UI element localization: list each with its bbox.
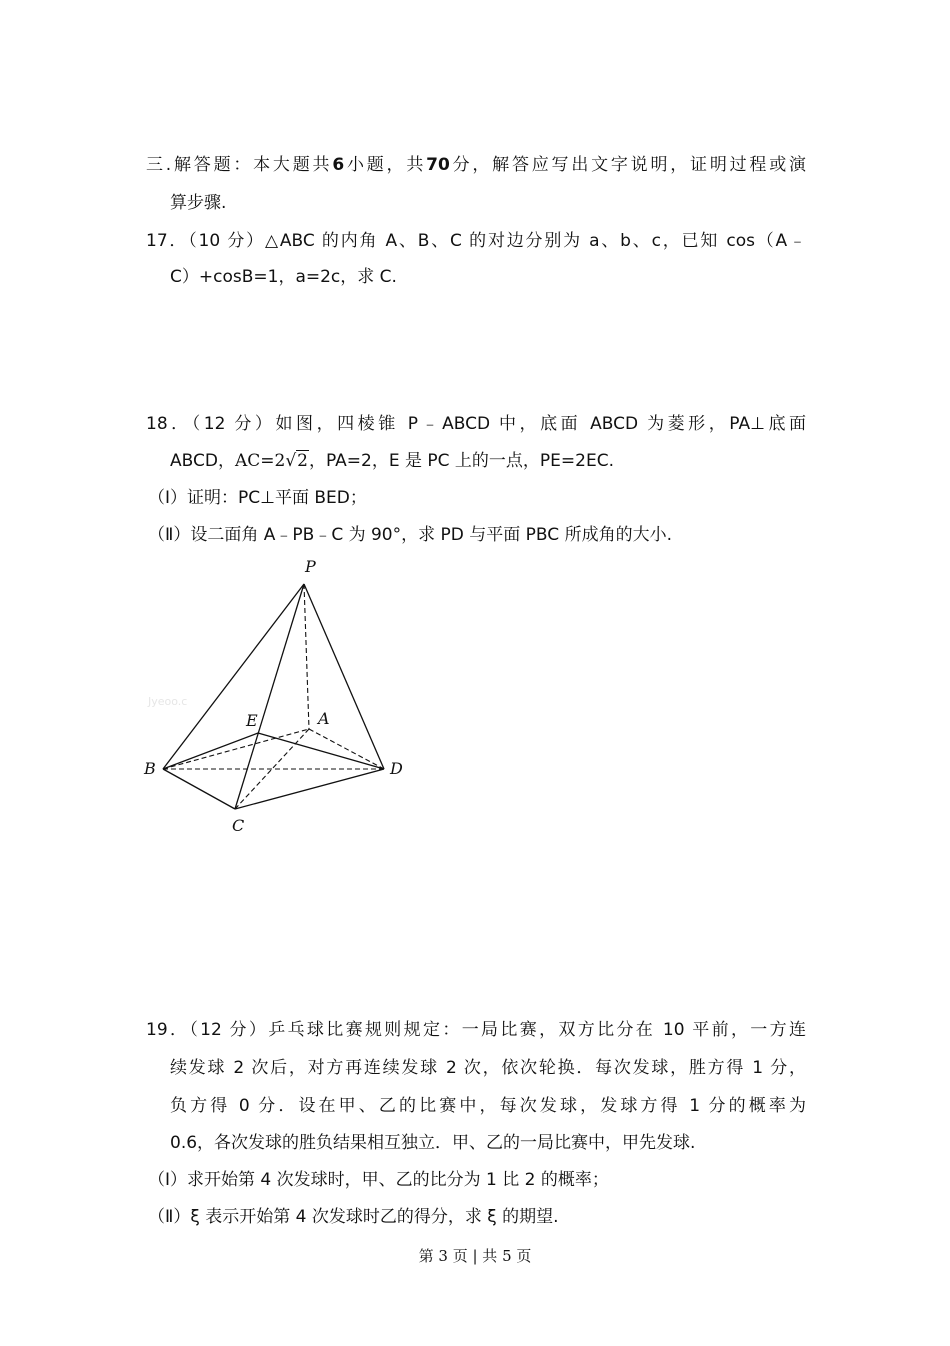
q18-line1: 18．（12 分）如图，四棱锥 P﹣ABCD 中，底面 ABCD 为菱形，PA⊥底面 [146,414,806,434]
edge-pc [235,584,304,809]
label-e: E [246,711,258,730]
edge-ad [309,729,384,769]
q17-line2: C）+cosB=1，a=2c，求 C. [170,267,397,287]
label-a: A [318,709,330,728]
q17-line1: 17．（10 分）△ABC 的内角 A、B、C 的对边分别为 a、b、c，已知 cos（A﹣ [146,231,806,251]
heading-suffix: 分，解答应写出文字说明，证明过程或演 [449,155,807,175]
question-count: 6 [332,155,345,175]
q18-line2 [170,450,614,472]
label-p: P [305,557,316,576]
q19-line1: 19．（12 分）乒乓球比赛规则规定：一局比赛，双方比分在 10 平前，一方连 [146,1020,806,1040]
q19-line4: 0.6，各次发球的胜负结果相互独立．甲、乙的一局比赛中，甲先发球. [170,1133,696,1153]
edge-bc [163,769,235,809]
label-b: B [144,759,156,778]
edge-pa [304,584,309,729]
ac-formula-radicand: 2 [297,451,308,471]
q19-part1: （Ⅰ）求开始第 4 次发球时，甲、乙的比分为 1 比 2 的概率； [148,1170,609,1190]
ac-formula-text: AC=2 [234,451,286,471]
q19-line3: 负方得 0 分．设在甲、乙的比赛中，每次发球，发球方得 1 分的概率为 [170,1096,806,1116]
edge-pb [163,584,304,769]
edge-pd [304,584,384,769]
q18-part2: （Ⅱ）设二面角 A﹣PB﹣C 为 90°，求 PD 与平面 PBC 所成角的大小. [148,525,672,545]
sqrt-icon: √ [285,451,297,471]
q18-line2-end: ，PA=2，E 是 PC 上的一点，PE=2EC. [309,451,614,471]
section-heading-line2: 算步骤. [170,193,227,213]
edge-cd [235,769,384,809]
heading-mid: 小题，共 [344,155,427,175]
label-d: D [390,759,403,778]
ac-formula [235,450,309,471]
total-points: 70 [426,155,450,175]
q18-line2-start: ABCD， [170,451,235,471]
label-c: C [232,816,245,835]
q18-part1: （Ⅰ）证明：PC⊥平面 BED； [148,488,367,508]
q19-line2: 续发球 2 次后，对方再连续发球 2 次，依次轮换．每次发球，胜方得 1 分， [170,1058,806,1078]
edge-ed [258,733,384,769]
page-footer: 第 3 页 | 共 5 页 [418,1247,532,1265]
watermark: Jyeoo.c [148,695,188,708]
section-heading [146,154,806,176]
q19-part2: （Ⅱ）ξ 表示开始第 4 次发球时乙的得分，求 ξ 的期望. [148,1207,559,1227]
heading-prefix: 三.解答题：本大题共 [146,155,333,175]
edge-ba [163,729,309,769]
